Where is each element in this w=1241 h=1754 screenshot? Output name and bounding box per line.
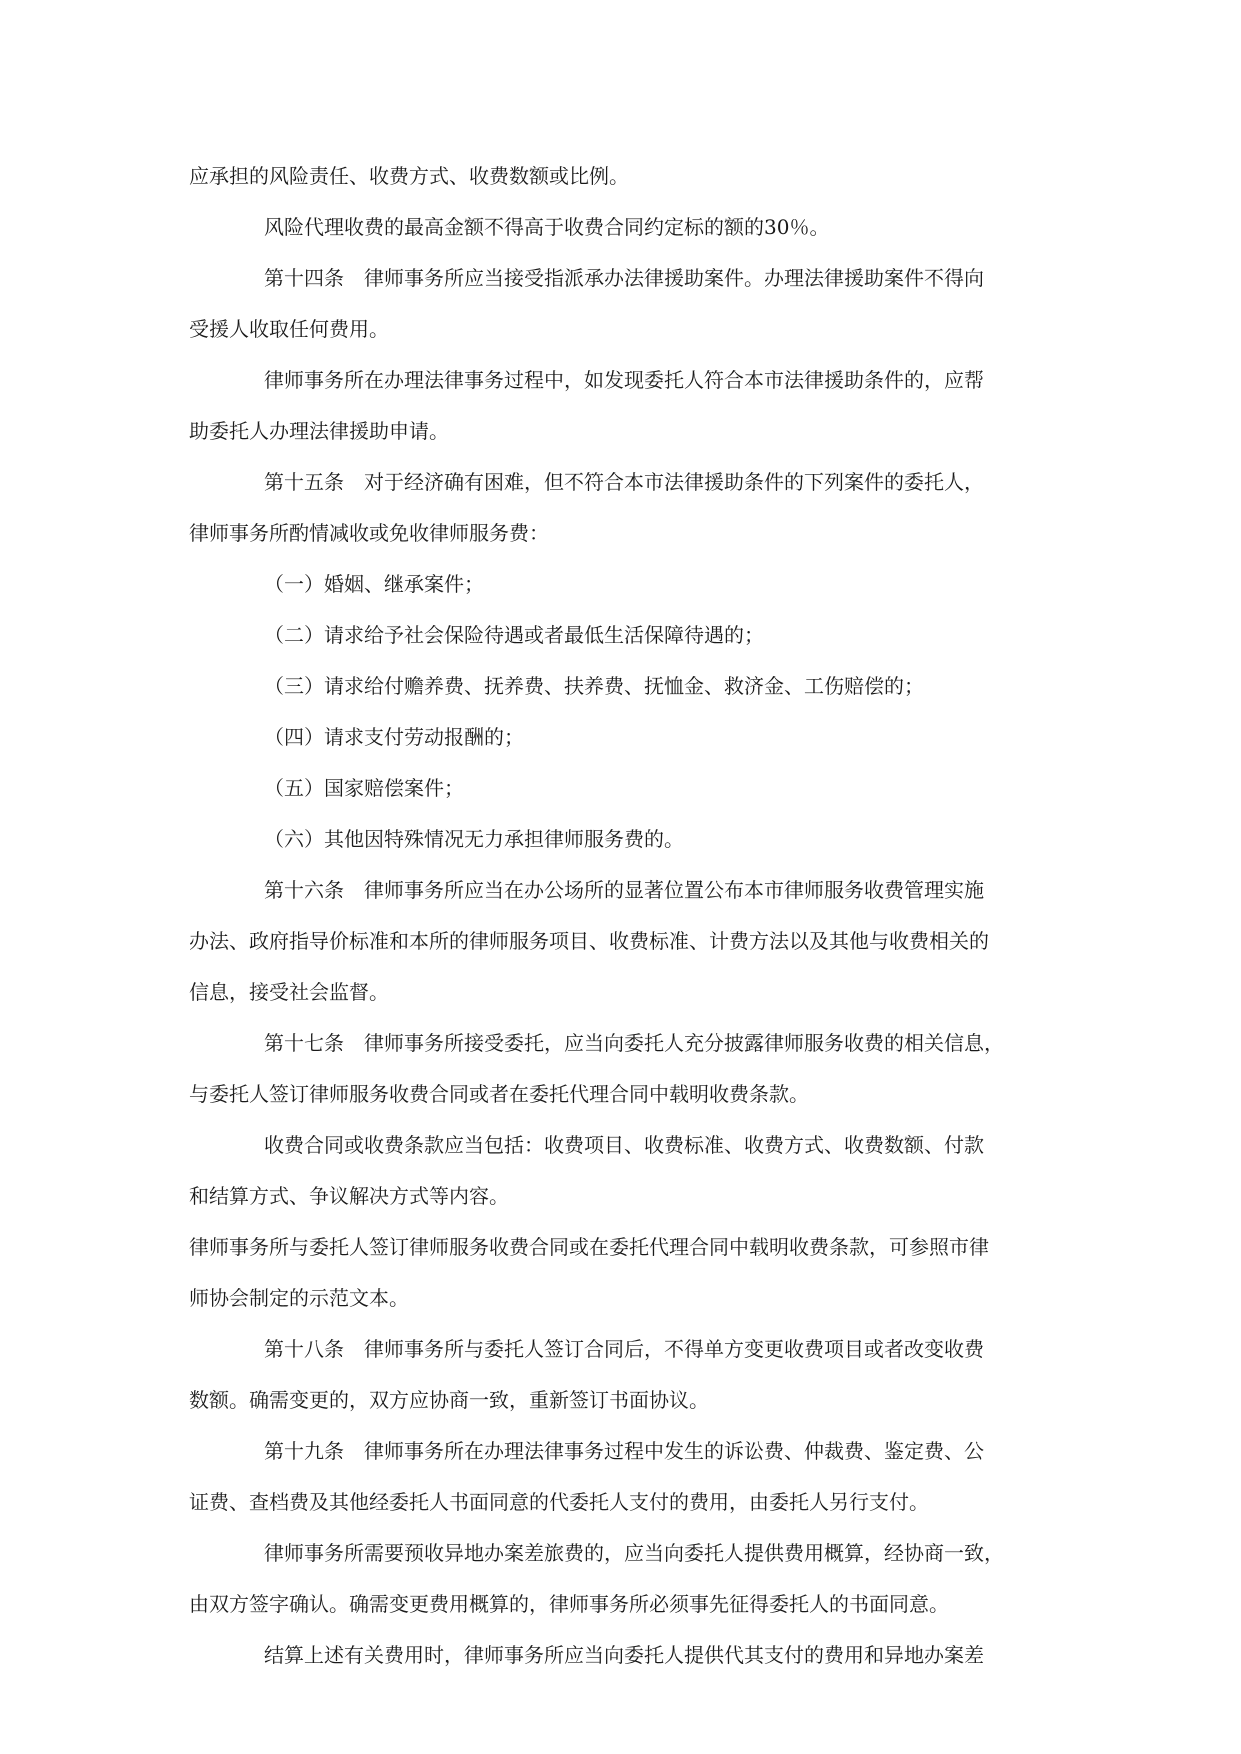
text-line: 第十七条 律师事务所接受委托，应当向委托人充分披露律师服务收费的相关信息， xyxy=(264,1031,1004,1055)
text-line: 应承担的风险责任、收费方式、收费数额或比例。 xyxy=(189,164,629,188)
text-line: 第十四条 律师事务所应当接受指派承办法律援助案件。办理法律援助案件不得向 xyxy=(264,266,984,290)
text-line: 第十八条 律师事务所与委托人签订合同后，不得单方变更收费项目或者改变收费 xyxy=(264,1337,984,1361)
text-line: 律师事务所需要预收异地办案差旅费的，应当向委托人提供费用概算，经协商一致， xyxy=(264,1541,1004,1565)
text-line: 信息，接受社会监督。 xyxy=(189,980,389,1004)
text-line: 证费、查档费及其他经委托人书面同意的代委托人支付的费用，由委托人另行支付。 xyxy=(189,1490,929,1514)
text-line: 与委托人签订律师服务收费合同或者在委托代理合同中载明收费条款。 xyxy=(189,1082,809,1106)
text-line: 办法、政府指导价标准和本所的律师服务项目、收费标准、计费方法以及其他与收费相关的 xyxy=(189,929,989,953)
text-line: 由双方签字确认。确需变更费用概算的，律师事务所必须事先征得委托人的书面同意。 xyxy=(189,1592,949,1616)
text-line: 第十九条 律师事务所在办理法律事务过程中发生的诉讼费、仲裁费、鉴定费、公 xyxy=(264,1439,984,1463)
text-line: 第十五条 对于经济确有困难，但不符合本市法律援助条件的下列案件的委托人， xyxy=(264,470,984,494)
text-line: 律师事务所在办理法律事务过程中，如发现委托人符合本市法律援助条件的，应帮 xyxy=(264,368,984,392)
document-body xyxy=(189,156,1051,1686)
text-line: （三）请求给付赡养费、抚养费、扶养费、抚恤金、救济金、工伤赔偿的； xyxy=(264,674,924,698)
text-line: 助委托人办理法律援助申请。 xyxy=(189,419,449,443)
text-line: 数额。确需变更的，双方应协商一致，重新签订书面协议。 xyxy=(189,1388,709,1412)
text-line: 律师事务所酌情减收或免收律师服务费： xyxy=(189,521,549,545)
text-line: （四）请求支付劳动报酬的； xyxy=(264,725,524,749)
text-line: 收费合同或收费条款应当包括：收费项目、收费标准、收费方式、收费数额、付款 xyxy=(264,1133,984,1157)
text-line: 第十六条 律师事务所应当在办公场所的显著位置公布本市律师服务收费管理实施 xyxy=(264,878,984,902)
text-line: 和结算方式、争议解决方式等内容。 xyxy=(189,1184,509,1208)
text-line: （二）请求给予社会保险待遇或者最低生活保障待遇的； xyxy=(264,623,764,647)
text-line: （五）国家赔偿案件； xyxy=(264,776,464,800)
text-line: （六）其他因特殊情况无力承担律师服务费的。 xyxy=(264,827,684,851)
text-line: 律师事务所与委托人签订律师服务收费合同或在委托代理合同中载明收费条款，可参照市律 xyxy=(189,1235,989,1259)
text-line: 受援人收取任何费用。 xyxy=(189,317,389,341)
text-line: 风险代理收费的最高金额不得高于收费合同约定标的额的30％。 xyxy=(264,215,830,239)
text-line: 结算上述有关费用时，律师事务所应当向委托人提供代其支付的费用和异地办案差 xyxy=(264,1643,984,1667)
text-line: 师协会制定的示范文本。 xyxy=(189,1286,409,1310)
text-line: （一）婚姻、继承案件； xyxy=(264,572,484,596)
